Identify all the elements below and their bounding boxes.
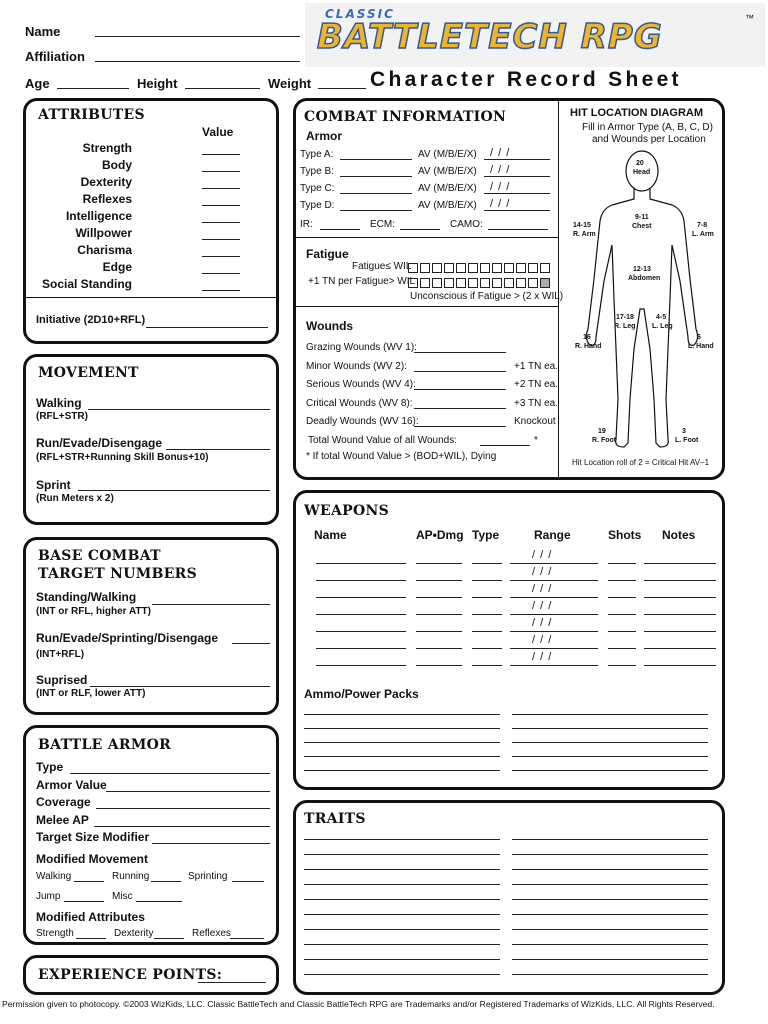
logo-banner bbox=[305, 3, 765, 67]
trait-field[interactable] bbox=[512, 974, 708, 975]
attribute-value-field[interactable] bbox=[202, 188, 240, 189]
ba-misc-field[interactable] bbox=[136, 901, 182, 902]
av-field[interactable] bbox=[484, 159, 550, 160]
weapon-name-field[interactable] bbox=[316, 665, 406, 666]
attribute-label: Strength bbox=[82, 141, 132, 155]
weapon-notes-field[interactable] bbox=[644, 563, 716, 564]
fatigue-label: Fatigue bbox=[306, 247, 349, 261]
weapon-apdmg-field[interactable] bbox=[416, 614, 462, 615]
surprised-label: Suprised bbox=[36, 673, 88, 687]
traits-title: TRAITS bbox=[304, 811, 366, 827]
attribute-value-field[interactable] bbox=[202, 290, 240, 291]
wound-effect: +3 TN ea. bbox=[514, 397, 559, 409]
attribute-value-field[interactable] bbox=[202, 256, 240, 257]
weapon-shots-field[interactable] bbox=[608, 580, 636, 581]
fatigue-row2-label: +1 TN per Fatigue> WIL bbox=[308, 276, 416, 287]
weapon-range-field[interactable] bbox=[510, 648, 598, 649]
wound-effect: +1 TN ea. bbox=[514, 360, 559, 372]
ba-jump-field[interactable] bbox=[64, 901, 104, 902]
fatigue-row1-label: Fatigue≤ WIL bbox=[352, 261, 412, 272]
hit-location-title: HIT LOCATION DIAGRAM bbox=[570, 107, 704, 119]
armor-type-field[interactable] bbox=[340, 193, 412, 194]
av-label: AV (M/B/E/X) bbox=[418, 183, 477, 194]
right-hand-label: R. Hand bbox=[575, 343, 602, 350]
left-leg-number: 4-5 bbox=[656, 314, 667, 321]
ammo-field[interactable] bbox=[304, 742, 500, 743]
right-leg-label: R. Leg bbox=[614, 323, 636, 330]
height-label: Height bbox=[137, 76, 178, 91]
weapon-name-field[interactable] bbox=[316, 631, 406, 632]
logo-battletech: BATTLETECH RPG bbox=[317, 17, 663, 57]
attributes-box bbox=[23, 98, 279, 344]
weapon-notes-field[interactable] bbox=[644, 665, 716, 666]
attribute-label: Reflexes bbox=[82, 192, 132, 206]
av-slashes: / / / bbox=[490, 181, 511, 193]
weapon-range-slashes: / / / bbox=[532, 617, 553, 629]
weapon-range-field[interactable] bbox=[510, 614, 598, 615]
wounds-label: Wounds bbox=[306, 319, 354, 333]
initiative-label: Initiative (2D10+RFL) bbox=[36, 314, 146, 326]
attributes-divider bbox=[26, 297, 276, 298]
sprint-field[interactable] bbox=[78, 490, 270, 491]
movement-title: MOVEMENT bbox=[38, 365, 139, 381]
trait-field[interactable] bbox=[304, 899, 500, 900]
left-arm-number: 7-8 bbox=[697, 222, 708, 229]
left-hand-label: L. Hand bbox=[688, 343, 714, 350]
av-field[interactable] bbox=[484, 176, 550, 177]
ba-strength-label: Strength bbox=[36, 928, 74, 939]
attribute-label: Edge bbox=[102, 260, 132, 274]
weapon-type-field[interactable] bbox=[472, 648, 502, 649]
abdomen-number: 12-13 bbox=[633, 266, 651, 273]
wound-label: Critical Wounds (WV 8): bbox=[306, 397, 413, 409]
modified-movement-label: Modified Movement bbox=[36, 852, 149, 866]
run-label: Run/Evade/Disengage bbox=[36, 436, 163, 450]
wound-field[interactable] bbox=[414, 352, 506, 353]
wound-field[interactable] bbox=[414, 371, 506, 372]
hit-location-sub2: and Wounds per Location bbox=[592, 134, 706, 145]
armor-type-field[interactable] bbox=[340, 176, 412, 177]
walking-formula: (RFL+STR) bbox=[36, 411, 88, 422]
trait-field[interactable] bbox=[304, 839, 500, 840]
weapon-range-slashes: / / / bbox=[532, 651, 553, 663]
weapon-apdmg-field[interactable] bbox=[416, 648, 462, 649]
ammo-field[interactable] bbox=[512, 770, 708, 771]
standing-label: Standing/Walking bbox=[36, 590, 137, 604]
weapon-range-field[interactable] bbox=[510, 665, 598, 666]
weapon-column-header: Name bbox=[314, 528, 347, 542]
ba-sprinting-field[interactable] bbox=[232, 881, 264, 882]
weapon-notes-field[interactable] bbox=[644, 631, 716, 632]
weapon-apdmg-field[interactable] bbox=[416, 563, 462, 564]
attribute-value-field[interactable] bbox=[202, 273, 240, 274]
wound-field[interactable] bbox=[414, 426, 506, 427]
wound-effect: Knockout bbox=[514, 416, 556, 428]
age-label: Age bbox=[25, 76, 50, 91]
right-foot-label: R. Foot bbox=[592, 437, 617, 444]
battle-armor-box bbox=[23, 725, 279, 945]
base-combat-title-2: TARGET NUMBERS bbox=[38, 566, 198, 582]
weapon-type-field[interactable] bbox=[472, 597, 502, 598]
weapon-name-field[interactable] bbox=[316, 580, 406, 581]
trait-field[interactable] bbox=[304, 944, 500, 945]
weapon-name-field[interactable] bbox=[316, 597, 406, 598]
weapon-shots-field[interactable] bbox=[608, 597, 636, 598]
attribute-label: Charisma bbox=[77, 243, 132, 257]
attribute-label: Intelligence bbox=[65, 209, 132, 223]
trait-field[interactable] bbox=[512, 899, 708, 900]
weapon-shots-field[interactable] bbox=[608, 665, 636, 666]
fatigue-note: Unconscious if Fatigue > (2 x WIL) bbox=[410, 291, 564, 302]
armor-type-label: Type C: bbox=[300, 183, 335, 194]
head-label: Head bbox=[633, 169, 651, 176]
weapon-apdmg-field[interactable] bbox=[416, 580, 462, 581]
trait-field[interactable] bbox=[512, 929, 708, 930]
attribute-value-field[interactable] bbox=[202, 154, 240, 155]
trait-field[interactable] bbox=[512, 869, 708, 870]
height-field[interactable] bbox=[185, 88, 260, 89]
logo-classic: CLASSIC bbox=[325, 7, 395, 21]
av-label: AV (M/B/E/X) bbox=[418, 200, 477, 211]
hit-location-footnote: Hit Location roll of 2 = Critical Hit AV–1 bbox=[572, 458, 710, 467]
weapon-name-field[interactable] bbox=[316, 648, 406, 649]
trait-field[interactable] bbox=[512, 884, 708, 885]
right-foot-number: 19 bbox=[598, 428, 606, 435]
sprint-formula: (Run Meters x 2) bbox=[36, 493, 114, 504]
armor-type-field[interactable] bbox=[340, 210, 412, 211]
total-wound-label: Total Wound Value of all Wounds: bbox=[308, 435, 457, 446]
walking-label: Walking bbox=[36, 396, 82, 410]
battle-armor-field-label: Coverage bbox=[36, 795, 91, 809]
camo-label: CAMO: bbox=[450, 219, 483, 230]
weapon-apdmg-field[interactable] bbox=[416, 665, 462, 666]
name-field[interactable] bbox=[95, 36, 300, 37]
weapon-column-header: AP•Dmg bbox=[416, 528, 464, 542]
affiliation-label: Affiliation bbox=[25, 49, 85, 64]
battle-armor-field-label: Armor Value bbox=[36, 777, 107, 792]
left-foot-label: L. Foot bbox=[675, 437, 699, 444]
combat-info-title: COMBAT INFORMATION bbox=[304, 109, 507, 125]
attribute-value-field[interactable] bbox=[202, 205, 240, 206]
battle-armor-field-label: Type bbox=[36, 760, 64, 774]
trademark-mark: ™ bbox=[745, 13, 754, 23]
trait-field[interactable] bbox=[304, 869, 500, 870]
armor-type-field[interactable] bbox=[340, 159, 412, 160]
weapon-type-field[interactable] bbox=[472, 580, 502, 581]
weapon-range-slashes: / / / bbox=[532, 566, 553, 578]
attribute-value-field[interactable] bbox=[202, 222, 240, 223]
affiliation-field[interactable] bbox=[95, 61, 300, 62]
weapon-column-header: Shots bbox=[608, 528, 642, 542]
battle-armor-field[interactable] bbox=[106, 791, 270, 792]
chest-number: 9-11 bbox=[635, 214, 649, 221]
ba-misc-label: Misc bbox=[112, 891, 133, 902]
ammo-field[interactable] bbox=[512, 728, 708, 729]
weapon-type-field[interactable] bbox=[472, 614, 502, 615]
ba-dexterity-label: Dexterity bbox=[114, 928, 154, 939]
attribute-label: Dexterity bbox=[80, 175, 132, 189]
weapon-apdmg-field[interactable] bbox=[416, 631, 462, 632]
surprised-field[interactable] bbox=[90, 686, 270, 687]
weapon-notes-field[interactable] bbox=[644, 580, 716, 581]
wound-label: Deadly Wounds (WV 16): bbox=[306, 416, 419, 428]
attribute-label: Social Standing bbox=[41, 277, 132, 291]
weapon-notes-field[interactable] bbox=[644, 648, 716, 649]
wound-label: Grazing Wounds (WV 1): bbox=[306, 342, 417, 353]
weapon-range-field[interactable] bbox=[510, 631, 598, 632]
ammo-field[interactable] bbox=[304, 770, 500, 771]
weapon-name-field[interactable] bbox=[316, 563, 406, 564]
right-hand-number: 16 bbox=[583, 334, 591, 341]
trait-field[interactable] bbox=[512, 959, 708, 960]
trait-field[interactable] bbox=[512, 914, 708, 915]
weapon-shots-field[interactable] bbox=[608, 563, 636, 564]
combat-info-box bbox=[293, 98, 725, 480]
sprint-label: Sprint bbox=[36, 478, 71, 492]
ammo-field[interactable] bbox=[512, 714, 708, 715]
trait-field[interactable] bbox=[512, 839, 708, 840]
ammo-field[interactable] bbox=[304, 756, 500, 757]
weapon-name-field[interactable] bbox=[316, 614, 406, 615]
standing-field[interactable] bbox=[152, 604, 270, 605]
base-combat-title-1: BASE COMBAT bbox=[38, 548, 161, 564]
value-header: Value bbox=[202, 125, 234, 139]
attributes-title: ATTRIBUTES bbox=[38, 107, 145, 123]
battle-armor-field-label: Melee AP bbox=[36, 812, 89, 827]
ammo-label: Ammo/Power Packs bbox=[304, 687, 419, 701]
right-arm-label: R. Arm bbox=[573, 231, 596, 238]
trait-field[interactable] bbox=[304, 959, 500, 960]
weapon-range-slashes: / / / bbox=[532, 600, 553, 612]
trait-field[interactable] bbox=[304, 974, 500, 975]
movement-box bbox=[23, 354, 279, 525]
sheet-title: Character Record Sheet bbox=[370, 68, 682, 91]
av-field[interactable] bbox=[484, 193, 550, 194]
trait-field[interactable] bbox=[304, 929, 500, 930]
av-slashes: / / / bbox=[490, 198, 511, 210]
run-tn-formula: (INT+RFL) bbox=[36, 649, 85, 660]
wound-label: Minor Wounds (WV 2): bbox=[306, 360, 407, 372]
wound-effect: +2 TN ea. bbox=[514, 379, 559, 391]
battle-armor-field-label: Target Size Modifier bbox=[36, 830, 150, 844]
run-formula: (RFL+STR+Running Skill Bonus+10) bbox=[36, 452, 209, 463]
weapon-range-slashes: / / / bbox=[532, 549, 553, 561]
weapon-type-field[interactable] bbox=[472, 665, 502, 666]
weapon-range-field[interactable] bbox=[510, 563, 598, 564]
left-leg-label: L. Leg bbox=[652, 323, 673, 330]
ba-running-label: Running bbox=[112, 871, 150, 882]
weapon-column-header: Type bbox=[472, 528, 500, 542]
name-label: Name bbox=[25, 24, 61, 39]
weapon-range-field[interactable] bbox=[510, 597, 598, 598]
battle-armor-field[interactable] bbox=[70, 773, 270, 774]
ammo-field[interactable] bbox=[304, 728, 500, 729]
walking-field[interactable] bbox=[88, 409, 270, 410]
weapon-column-header: Notes bbox=[662, 528, 696, 542]
wound-field[interactable] bbox=[414, 408, 506, 409]
weight-field[interactable] bbox=[318, 88, 366, 89]
ba-walking-field[interactable] bbox=[74, 881, 104, 882]
ba-dexterity-field[interactable] bbox=[154, 938, 184, 939]
armor-type-label: Type A: bbox=[300, 149, 334, 160]
ammo-field[interactable] bbox=[304, 714, 500, 715]
attribute-label: Body bbox=[102, 158, 132, 172]
hit-location-sub1: Fill in Armor Type (A, B, C, D) bbox=[582, 122, 713, 133]
weapon-type-field[interactable] bbox=[472, 563, 502, 564]
av-field[interactable] bbox=[484, 210, 550, 211]
surprised-formula: (INT or RLF, lower ATT) bbox=[36, 688, 146, 699]
base-combat-box bbox=[23, 537, 279, 715]
weapon-range-slashes: / / / bbox=[532, 583, 553, 595]
chest-label: Chest bbox=[632, 223, 652, 230]
weapons-title: WEAPONS bbox=[304, 503, 389, 519]
weapon-notes-field[interactable] bbox=[644, 597, 716, 598]
trait-field[interactable] bbox=[512, 854, 708, 855]
attribute-value-field[interactable] bbox=[202, 171, 240, 172]
head-number: 20 bbox=[636, 160, 644, 167]
weapon-range-field[interactable] bbox=[510, 580, 598, 581]
battle-armor-field[interactable] bbox=[96, 808, 270, 809]
ammo-field[interactable] bbox=[512, 742, 708, 743]
experience-box bbox=[23, 955, 279, 995]
left-arm-label: L. Arm bbox=[692, 231, 714, 238]
initiative-field[interactable] bbox=[146, 327, 268, 328]
ba-reflexes-field[interactable] bbox=[230, 938, 264, 939]
weapon-apdmg-field[interactable] bbox=[416, 597, 462, 598]
weapon-shots-field[interactable] bbox=[608, 648, 636, 649]
ba-strength-field[interactable] bbox=[76, 938, 106, 939]
run-tn-field[interactable] bbox=[232, 643, 270, 644]
wound-label: Serious Wounds (WV 4): bbox=[306, 379, 416, 391]
battle-armor-title: BATTLE ARMOR bbox=[38, 737, 172, 753]
ammo-field[interactable] bbox=[512, 756, 708, 757]
wound-field[interactable] bbox=[414, 389, 506, 390]
battle-armor-field[interactable] bbox=[94, 826, 270, 827]
ba-running-field[interactable] bbox=[151, 881, 181, 882]
trait-field[interactable] bbox=[304, 854, 500, 855]
standing-formula: (INT or RFL, higher ATT) bbox=[36, 606, 151, 617]
total-wound-asterisk: * bbox=[534, 435, 538, 446]
experience-field[interactable] bbox=[198, 982, 266, 983]
weight-label: Weight bbox=[268, 76, 312, 91]
av-label: AV (M/B/E/X) bbox=[418, 166, 477, 177]
run-field[interactable] bbox=[166, 449, 270, 450]
abdomen-label: Abdomen bbox=[628, 275, 661, 282]
ba-reflexes-label: Reflexes bbox=[192, 928, 231, 939]
right-leg-number: 17-18 bbox=[616, 314, 634, 321]
left-foot-number: 3 bbox=[682, 428, 686, 435]
ecm-label: ECM: bbox=[370, 219, 395, 230]
age-field[interactable] bbox=[57, 88, 129, 89]
ba-walking-label: Walking bbox=[36, 871, 72, 882]
ba-jump-label: Jump bbox=[36, 891, 61, 902]
av-label: AV (M/B/E/X) bbox=[418, 149, 477, 160]
experience-title: EXPERIENCE POINTS: bbox=[38, 967, 223, 983]
copyright-footer: Permission given to photocopy. ©2003 WizKids, LLC. Classic BattleTech and Classic BattleTech RPG are Trademarks and/or Registered Trademarks of WizKids, LLC. All Rights Reserved. bbox=[2, 999, 715, 1009]
trait-field[interactable] bbox=[304, 884, 500, 885]
trait-field[interactable] bbox=[512, 944, 708, 945]
attribute-value-field[interactable] bbox=[202, 239, 240, 240]
ir-label: IR: bbox=[300, 219, 313, 230]
dying-note: * If total Wound Value > (BOD+WIL), Dying bbox=[306, 451, 497, 462]
weapon-column-header: Range bbox=[534, 528, 571, 542]
weapon-shots-field[interactable] bbox=[608, 631, 636, 632]
run-tn-label: Run/Evade/Sprinting/Disengage bbox=[36, 631, 219, 645]
trait-field[interactable] bbox=[304, 914, 500, 915]
traits-box bbox=[293, 800, 725, 995]
left-hand-number: 6 bbox=[697, 334, 701, 341]
weapon-shots-field[interactable] bbox=[608, 614, 636, 615]
right-arm-number: 14-15 bbox=[573, 222, 591, 229]
armor-type-label: Type D: bbox=[300, 200, 335, 211]
armor-label: Armor bbox=[306, 129, 343, 143]
modified-attributes-label: Modified Attributes bbox=[36, 910, 145, 924]
weapons-box bbox=[293, 490, 725, 790]
av-slashes: / / / bbox=[490, 164, 511, 176]
attribute-label: Willpower bbox=[75, 226, 132, 240]
weapon-notes-field[interactable] bbox=[644, 614, 716, 615]
ba-sprinting-label: Sprinting bbox=[188, 871, 228, 882]
av-slashes: / / / bbox=[490, 147, 511, 159]
weapon-range-slashes: / / / bbox=[532, 634, 553, 646]
armor-type-label: Type B: bbox=[300, 166, 334, 177]
battle-armor-field[interactable] bbox=[152, 843, 270, 844]
weapon-type-field[interactable] bbox=[472, 631, 502, 632]
